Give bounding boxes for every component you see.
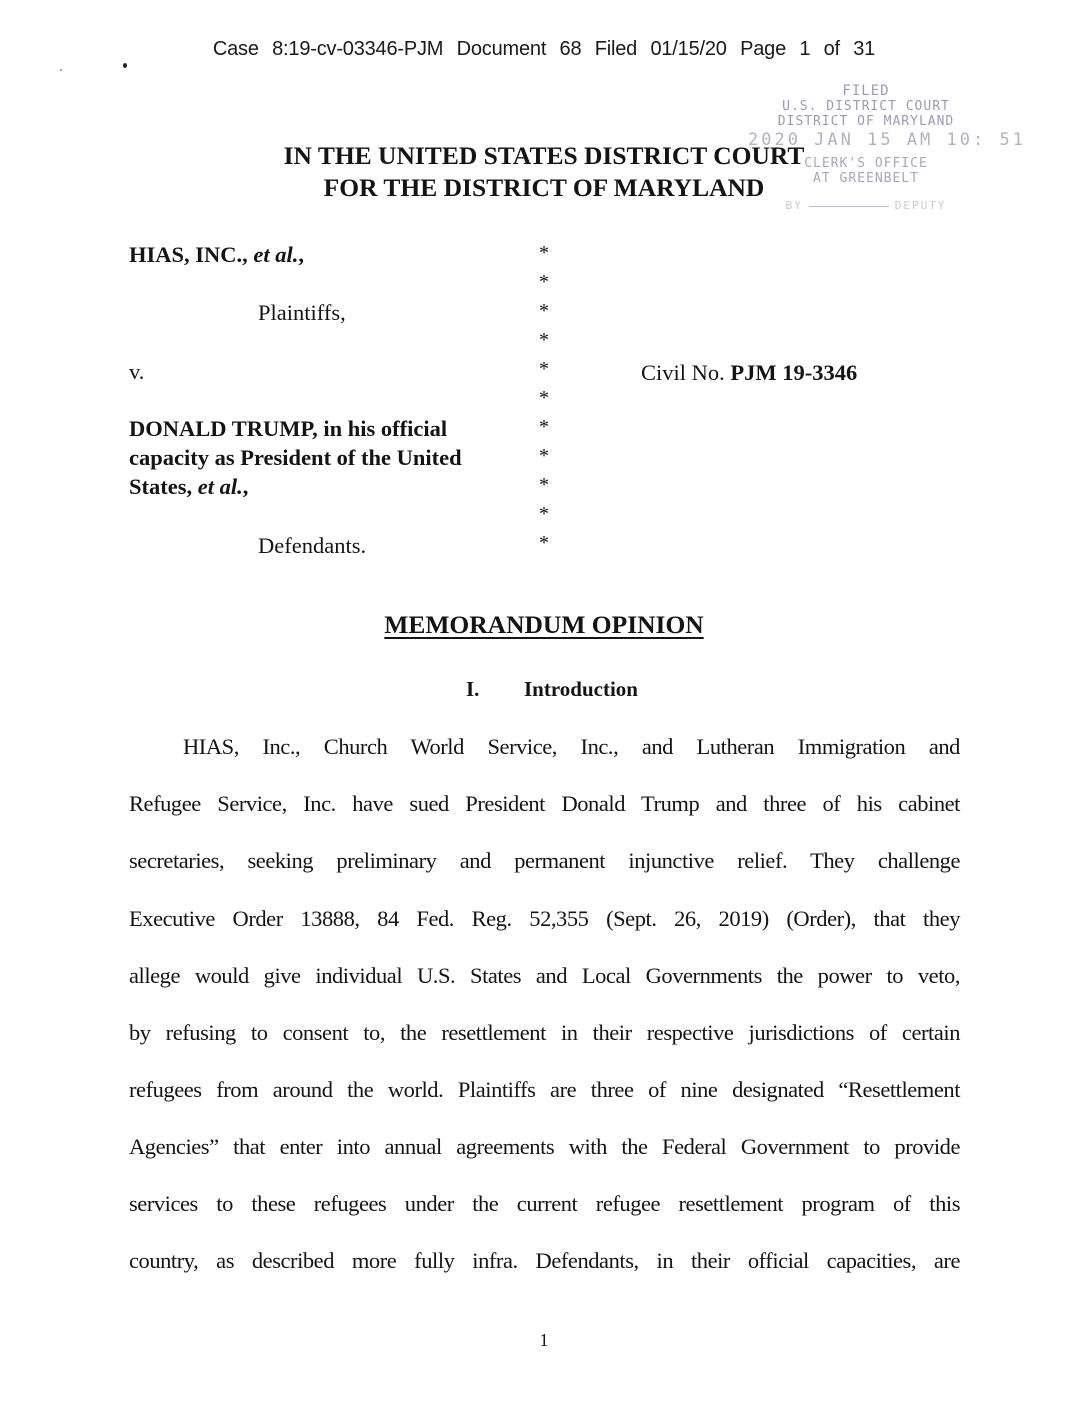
filed-stamp bbox=[748, 83, 1026, 213]
document-number: Document 68 bbox=[456, 38, 582, 60]
stamp-court: U.S. DISTRICT COURT bbox=[782, 99, 950, 114]
defendant-line-2: capacity as President of the United bbox=[129, 445, 462, 470]
versus: v. bbox=[129, 359, 145, 384]
plaintiff-name-text: HIAS, INC., bbox=[129, 242, 248, 267]
civil-number bbox=[641, 358, 857, 387]
body-line: HIAS, Inc., Church World Service, Inc., and Lutheran Immigration and bbox=[183, 734, 960, 759]
plaintiffs-label: Plaintiffs, bbox=[258, 300, 346, 325]
section-number: I. bbox=[466, 677, 480, 701]
scan-speck bbox=[60, 69, 62, 71]
civil-number-value: PJM 19-3346 bbox=[730, 360, 858, 385]
body-line: by refusing to consent to, the resettlement in their respective jurisdictions of certain bbox=[129, 1020, 960, 1045]
body-line: refugees from around the world. Plaintiffs are three of nine designated “Resettlement bbox=[129, 1077, 960, 1102]
plaintiff-et-al: et al. bbox=[253, 242, 299, 267]
caption-asterisk: * bbox=[539, 271, 549, 293]
defendants-label: Defendants. bbox=[258, 533, 367, 558]
stamp-signature-rule bbox=[809, 206, 889, 207]
page-indicator: Page 1 of 31 bbox=[740, 38, 876, 60]
caption-asterisk: * bbox=[539, 387, 549, 409]
court-title-line-1: IN THE UNITED STATES DISTRICT COURT bbox=[283, 141, 805, 170]
court-title-line-2: FOR THE DISTRICT OF MARYLAND bbox=[323, 173, 765, 202]
caption-asterisk: * bbox=[539, 416, 549, 438]
body-line: secretaries, seeking preliminary and permanent injunctive relief. They challenge bbox=[129, 848, 960, 873]
caption-asterisk: * bbox=[539, 532, 549, 554]
body-line: allege would give individual U.S. States and Local Governments the power to veto, bbox=[129, 963, 960, 988]
defendant-line-3 bbox=[129, 472, 248, 501]
stamp-filed: FILED bbox=[842, 83, 890, 99]
defendant-states: States, bbox=[129, 474, 193, 499]
scan-speck bbox=[123, 63, 127, 68]
caption-asterisk: * bbox=[539, 329, 549, 351]
plaintiff-name bbox=[129, 240, 304, 269]
section-title: Introduction bbox=[524, 677, 638, 701]
caption-asterisk: * bbox=[539, 445, 549, 467]
defendant-comma: , bbox=[242, 474, 249, 499]
stamp-location: AT GREENBELT bbox=[813, 171, 919, 186]
plaintiff-comma: , bbox=[298, 242, 305, 267]
body-line: Executive Order 13888, 84 Fed. Reg. 52,355 (Sept. 26, 2019) (Order), that they bbox=[129, 906, 960, 931]
body-line: services to these refugees under the current refugee resettlement program of this bbox=[129, 1191, 960, 1216]
body-line: Agencies” that enter into annual agreements with the Federal Government to provide bbox=[129, 1134, 960, 1159]
defendant-et-al: et al. bbox=[197, 474, 243, 499]
defendant-line-1: DONALD TRUMP, in his official bbox=[129, 416, 448, 441]
caption-asterisk: * bbox=[539, 242, 549, 264]
body-line: country, as described more fully infra. Defendants, in their official capacities, are bbox=[129, 1248, 960, 1273]
stamp-by: BY bbox=[785, 199, 803, 212]
case-header bbox=[0, 38, 1088, 61]
stamp-office: CLERK'S OFFICE bbox=[804, 156, 928, 171]
page-number: 1 bbox=[539, 1330, 549, 1350]
civil-number-label: Civil No. bbox=[641, 360, 725, 385]
caption-asterisk: * bbox=[539, 503, 549, 525]
stamp-date: 2020 JAN 15 AM 10: 51 bbox=[748, 130, 1026, 150]
caption-asterisk: * bbox=[539, 474, 549, 496]
stamp-deputy-line bbox=[748, 198, 984, 213]
document-title: MEMORANDUM OPINION bbox=[384, 610, 704, 639]
case-number: Case 8:19-cv-03346-PJM bbox=[212, 38, 444, 60]
body-line: Refugee Service, Inc. have sued President Donald Trump and three of his cabinet bbox=[129, 791, 960, 816]
section-heading bbox=[466, 677, 638, 702]
filed-date: Filed 01/15/20 bbox=[594, 38, 727, 60]
stamp-deputy: DEPUTY bbox=[894, 199, 947, 212]
stamp-district: DISTRICT OF MARYLAND bbox=[777, 114, 955, 129]
caption-asterisk: * bbox=[539, 358, 549, 380]
caption-asterisk: * bbox=[539, 300, 549, 322]
